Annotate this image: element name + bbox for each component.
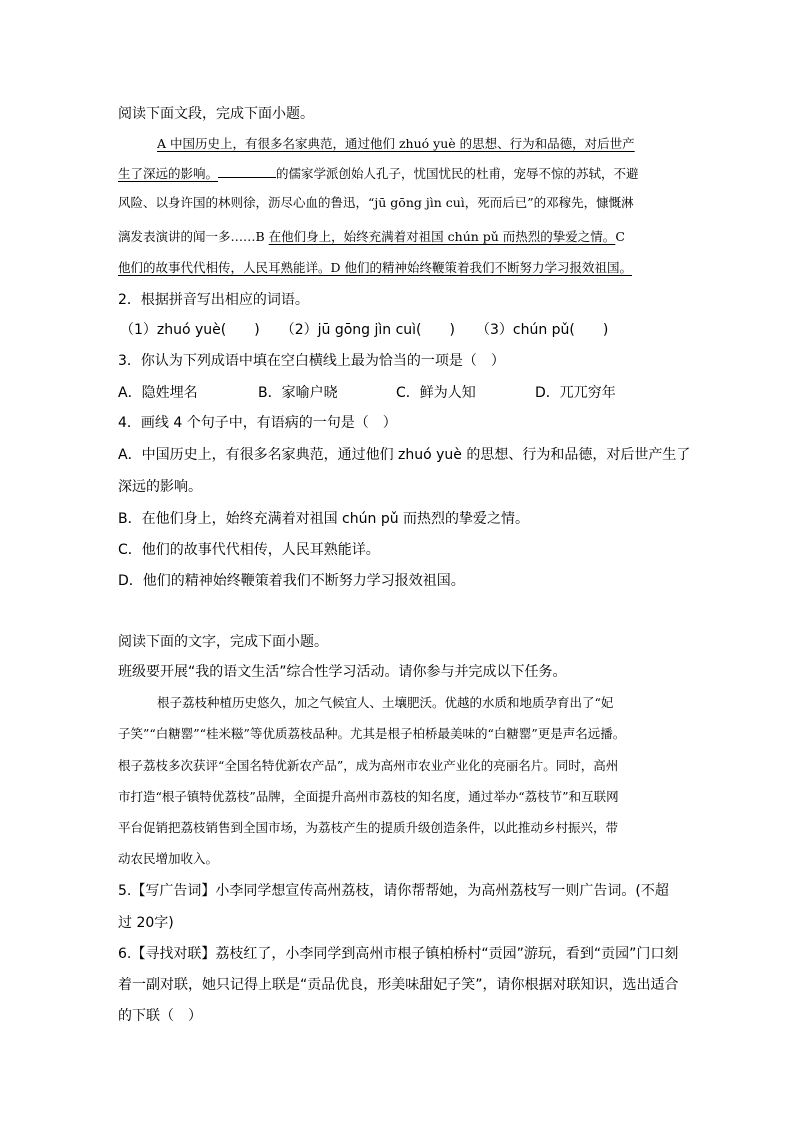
underlined-sentence-a-part2: 生了深远的影响。 bbox=[118, 166, 219, 181]
passage2-line3: 根子荔枝多次获评“全国名特优新农产品”，成为高州市农业产业化的亮丽名片。同时，高州 bbox=[118, 758, 619, 773]
passage2-line4: 市打造“根子镇特优荔枝”品牌，全面提升高州市荔枝的知名度，通过举办“荔枝节”和互联网 bbox=[118, 789, 619, 804]
q3-option-c: C．鲜为人知 bbox=[396, 385, 476, 401]
section2-task: 班级要开展“我的语文生活”综合性学习活动。请你参与并完成以下任务。 bbox=[118, 664, 567, 680]
q6-line2: 着一副对联，她只记得上联是“贡品优良，形美味甜妃子笑”，请你根据对联知识，选出适合 bbox=[118, 977, 679, 993]
underlined-sentence-c: 他们的故事代代相传，人民耳熟能详。 bbox=[118, 260, 331, 275]
q4-option-d: D．他们的精神始终鞭策着我们不断努力学习报效祖国。 bbox=[118, 573, 465, 589]
q3-option-b: B．家喻户晓 bbox=[258, 385, 338, 401]
passage2-line6: 动农民增加收入。 bbox=[118, 851, 219, 866]
q3-stem: 3．你认为下列成语中填在空白横线上最为恰当的一项是（ ） bbox=[118, 353, 505, 369]
q2-stem: 2．根据拼音写出相应的词语。 bbox=[118, 292, 309, 308]
q3-option-a: A．隐姓埋名 bbox=[118, 385, 198, 401]
q4-option-a-line2: 深远的影响。 bbox=[118, 479, 202, 495]
q3-option-d: D．兀兀穷年 bbox=[535, 385, 616, 401]
q5-line2: 过 20字) bbox=[118, 915, 174, 931]
passage1-line2 bbox=[118, 163, 639, 184]
passage2-line2: 子笑”“白糖罂”“桂米糍”等优质荔枝品种。尤其是根子柏桥最美味的“白糖罂”更是声名远播。 bbox=[118, 726, 626, 741]
q4-option-b: B．在他们身上，始终充满着对祖国 chún pǔ 而热烈的挚爱之情。 bbox=[118, 511, 530, 527]
passage1-line5 bbox=[118, 258, 632, 278]
q6-line3: 的下联（ ） bbox=[118, 1008, 202, 1024]
q6-line1: 6.【寻找对联】荔枝红了，小李同学到高州市根子镇柏桥村“贡园”游玩，看到“贡园”门口刻 bbox=[118, 946, 679, 962]
passage1-line1 bbox=[157, 134, 635, 154]
q4-option-a-line1: A．中国历史上，有很多名家典范，通过他们 zhuó yuè 的思想、行为和品德，对后世产生了 bbox=[118, 447, 691, 463]
passage2-line1: 根子荔枝种植历史悠久，加之气候宜人、土壤肥沃。优越的水质和地质孕育出了“妃 bbox=[157, 695, 614, 710]
underlined-sentence-a-part1: A 中国历史上，有很多名家典范，通过他们 zhuó yuè 的思想、行为和品德，对后世产 bbox=[157, 136, 635, 151]
q5-line1: 5.【写广告词】小李同学想宣传高州荔枝，请你帮帮她，为高州荔枝写一则广告词。(不超 bbox=[118, 883, 669, 899]
passage1-line3: 风险、以身许国的林则徐，沥尽心血的鲁迅，“jū gōng jìn cuì，死而后已”的邓稼先，慷慨淋 bbox=[118, 195, 634, 210]
underlined-sentence-b: 在他们身上，始终充满着对祖国 chún pǔ 而热烈的挚爱之情。 bbox=[268, 229, 616, 244]
section2-instruction: 阅读下面的文字，完成下面小题。 bbox=[118, 634, 328, 650]
fill-in-blank bbox=[218, 163, 276, 178]
passage1-line2-rest: 的儒家学派创始人孔子，忧国忧民的杜甫，宠辱不惊的苏轼，不避 bbox=[276, 166, 639, 181]
section1-instruction: 阅读下面文段，完成下面小题。 bbox=[118, 106, 314, 122]
passage1-line4 bbox=[118, 227, 625, 247]
q2-items: （1）zhuó yuè( ) （2）jū gōng jìn cuì( ) （3）chún pǔ( ) bbox=[120, 322, 609, 338]
underlined-sentence-d: D 他们的精神始终鞭策着我们不断努力学习报效祖国。 bbox=[330, 260, 633, 275]
label-c: C bbox=[615, 229, 625, 244]
passage1-line4-start: 漓发表演讲的闻一多……B bbox=[118, 229, 269, 244]
q4-option-c: C．他们的故事代代相传，人民耳熟能详。 bbox=[118, 542, 380, 558]
passage2-line5: 平台促销把荔枝销售到全国市场，为荔枝产生的提质升级创造条件，以此推动乡村振兴，带 bbox=[118, 820, 619, 835]
q4-stem: 4．画线 4 个句子中，有语病的一句是（ ） bbox=[118, 415, 397, 431]
